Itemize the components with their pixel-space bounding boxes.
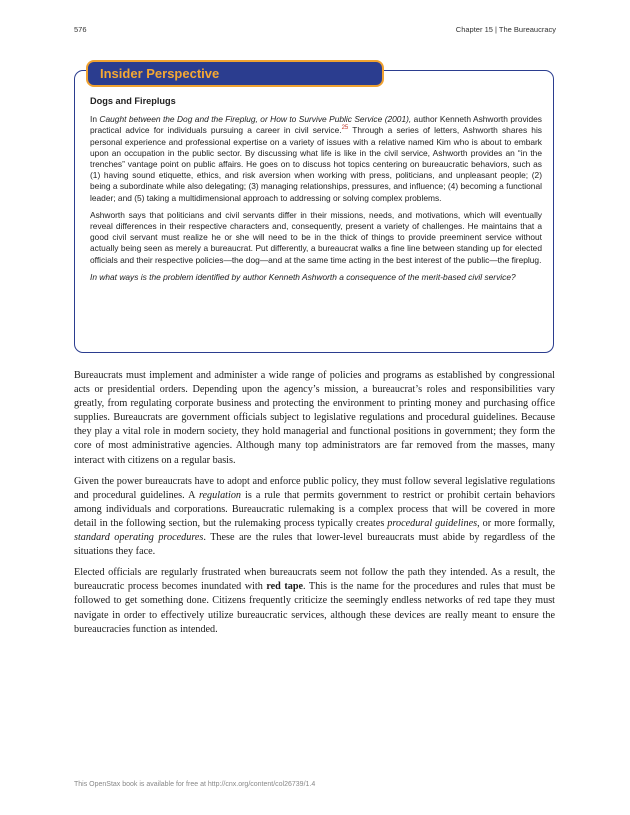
chapter-title: Chapter 15 | The Bureaucracy (455, 25, 556, 34)
feature-question: In what ways is the problem identified by author Kenneth Ashworth a consequence of the merit-based civil service? (90, 271, 516, 282)
feature-paragraph: In Caught between the Dog and the Fireplug, or How to Survive Public Service (2001), author Kenneth Ashworth provides practical advice for individuals pursuing a career in civil service.$^{25}$ Through a series of letters, Ashworth shares his personal experience and professional expertise on a variety of issues with a relative named Kim who is about to embark upon an occupation in the public sector. By discussing what life is like in the civil service, Ashworth provides an “in the trenches” vantage point on public affairs. He goes on to discuss hot topics centering on bureaucratic behaviors, such as (1) having sound etiquette, ethics, and risk aversion when working with press, politicians, and unpleasant people; (2) being a subordinate while also delegating; (3) managing relationships, pressures, and influence; (4) becoming a functional leader; and (5) taking a multidimensional approach to addressing or solving complex problems. (90, 114, 542, 203)
main-text (74, 369, 555, 644)
insider-perspective-content (90, 96, 542, 289)
key-term: regulation (198, 489, 242, 501)
footnote-link[interactable]: 25 (341, 125, 349, 132)
body-paragraph: Bureaucrats must implement and administer a wide range of policies and programs as established by congressional acts or presidential orders. Depending upon the agency’s mission, a bureaucrat’s roles and responsibilities vary greatly, from regulating corporate business and protecting the environment to printing money and purchasing office supplies. Bureaucrats are government officials subject to legislative regulations and procedural guidelines. Because they play a vital role in modern society, they hold managerial and functional positions in government; they form the core of most administrative agencies. Although many top administrators are far removed from the masses, many interact with citizens on a regular basis. (74, 370, 555, 466)
footer-note: This OpenStax book is available for free at http://cnx.org/content/col26739/1.4 (74, 781, 316, 788)
body-paragraph: Elected officials are regularly frustrated when bureaucrats seem not follow the path they intended. As a result, the bureaucratic process becomes inundated with red tape. This is the name for the procedures and rules that must be followed to get something done. Citizens frequently criticize the seemingly endless networks of red tape they must navigate in order to effectively utilize bureaucratic services, although these devices are really meant to ensure the bureaucracies function as intended. (74, 567, 555, 635)
insider-perspective-label: Insider Perspective (86, 60, 384, 87)
key-term: procedural guidelines (387, 517, 478, 529)
feature-title: Dogs and Fireplugs (90, 96, 176, 106)
book-title: Caught between the Dog and the Fireplug, or How to Survive Public Service (2001), (99, 114, 412, 125)
body-paragraph: Given the power bureaucrats have to adopt and enforce public policy, they must follow several legislative regulations and procedural guidelines. A regulation is a rule that permits government to restrict or prohibit certain behaviors among individuals and corporations. Bureaucratic rulemaking is a complex process that will be covered in more detail in the following section, but the rulemaking process typically creates procedural guidelines, or more formally, standard operating procedures. These are the rules that lower-level bureaucrats must abide by regardless of the situations they face. (74, 475, 556, 558)
key-term-bold: red tape (266, 581, 304, 593)
key-term: standard operating procedures (74, 532, 204, 544)
feature-paragraph: Ashworth says that politicians and civil servants differ in their missions, needs, and motivations, which will eventually reveal differences in their respective characters and, consequently, present a variety of challenges. He maintains that a good civil servant must realize he or she will need to be in the thick of things to provide preeminent service without actually being seen as merely a bureaucrat. Put differently, a bureaucrat walks a fine line between standing up for elected officials and their respective policies—the dog—and at the same time acting in the best interest of the public—the fireplug. (90, 209, 542, 265)
page-number: 576 (74, 25, 87, 34)
